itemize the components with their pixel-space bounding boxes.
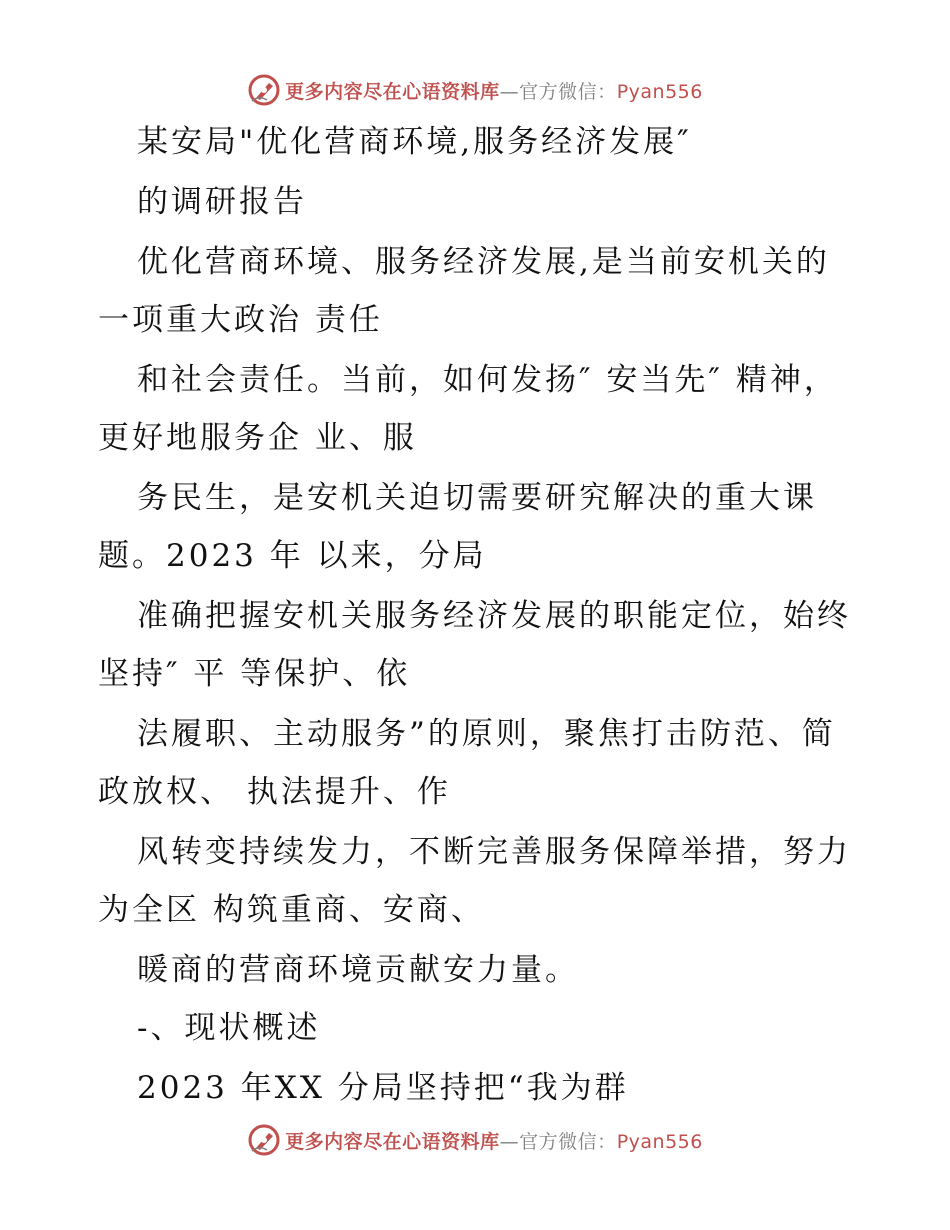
banner-wechat-id: Pyan556 xyxy=(616,1130,703,1153)
section-heading: -、现状概述 xyxy=(137,1010,321,1046)
doc-title-line-2: 的调研报告 xyxy=(137,184,307,220)
banner-wechat-label: 官方微信： xyxy=(519,80,617,103)
red-circle-pen-logo-icon xyxy=(247,1123,281,1157)
doc-title-line-1: 某安局"优化营商环境,服务经济发展″ xyxy=(137,124,692,160)
doc-line: 优化营商环境、服务经济发展,是当前安机关的 xyxy=(137,244,830,280)
doc-line: 法履职、主动服务”的原则，聚焦打击防范、简 xyxy=(137,716,836,752)
doc-line: 暖商的营商环境贡献安力量。 xyxy=(137,952,579,988)
header-banner xyxy=(0,70,950,110)
banner-main-text: 更多内容尽在心语资料库 xyxy=(285,80,500,103)
doc-line: 务民生，是安机关迫切需要研究解决的重大课 xyxy=(137,480,817,516)
banner-wechat-label: 官方微信： xyxy=(519,1130,617,1153)
doc-line: 坚持″ 平 等保护、依 xyxy=(98,656,411,692)
doc-line: 风转变持续发力，不断完善服务保障举措，努力 xyxy=(137,834,851,870)
doc-line: 准确把握安机关服务经济发展的职能定位，始终 xyxy=(137,598,851,634)
banner-main-text: 更多内容尽在心语资料库 xyxy=(285,1130,500,1153)
doc-line: 一项重大政治 责任 xyxy=(98,302,383,338)
doc-line: 为全区 构筑重商、安商、 xyxy=(98,892,485,928)
footer-banner xyxy=(0,1120,950,1160)
red-circle-pen-logo-icon xyxy=(247,73,281,107)
doc-line: 和社会责任。当前，如何发扬″ 安当先″ 精神， xyxy=(137,362,838,398)
doc-line: 题。2023 年 以来，分局 xyxy=(98,538,487,574)
doc-line: 更好地服务企 业、服 xyxy=(98,420,417,456)
doc-line: 政放权、 执法提升、作 xyxy=(98,774,451,810)
banner-wechat-id: Pyan556 xyxy=(616,80,703,103)
banner-separator: — xyxy=(499,1130,520,1153)
doc-line: 2023 年XX 分局坚持把“我为群 xyxy=(137,1070,629,1106)
banner-separator: — xyxy=(499,80,520,103)
